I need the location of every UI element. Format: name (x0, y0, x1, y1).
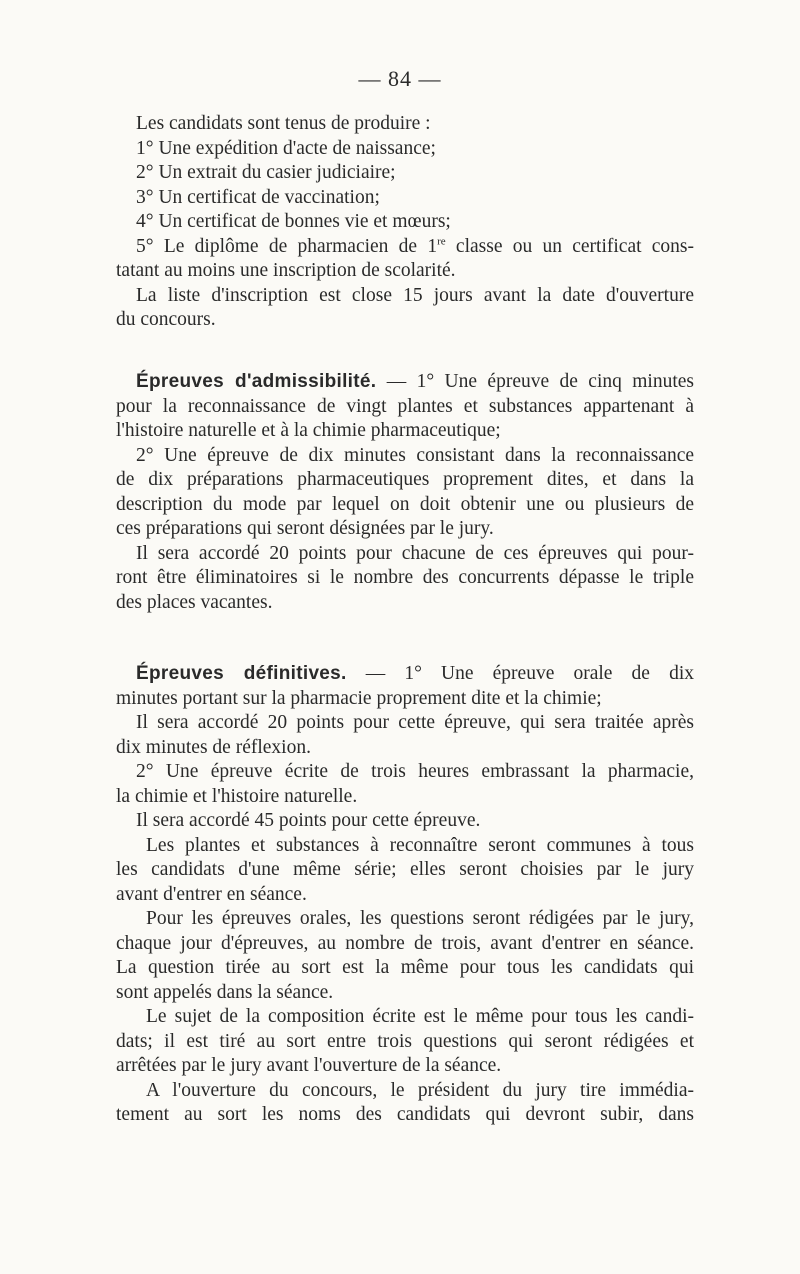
text-line: Il sera accordé 20 points pour chacune de ces épreuves qui pour- (136, 542, 694, 564)
item-text: Un certificat de bonnes vie et mœurs; (158, 211, 451, 232)
item-text-end: classe ou un certificat cons- (445, 235, 695, 257)
text-line: minutes portant sur la pharmacie proprement dite et la chimie; (116, 687, 602, 709)
text-line: Il sera accordé 45 points pour cette épreuve. (136, 810, 481, 831)
section-heading: Épreuves définitives. (136, 663, 347, 684)
item-text: Une expédition d'acte de naissance; (158, 137, 436, 159)
text-line: pour la reconnaissance de vingt plantes et substances appartenant à (116, 395, 694, 417)
text-line: l'histoire naturelle et à la chimie pharmaceutique; (116, 420, 501, 441)
text-line: des places vacantes. (116, 591, 273, 613)
item-text (164, 236, 694, 257)
superscript: re (437, 235, 446, 247)
text-line: Les candidats sont tenus de produire : (136, 113, 431, 134)
list-item (116, 186, 694, 211)
item-text: Un extrait du casier judiciaire; (158, 162, 396, 183)
item-number: 4° (136, 211, 154, 232)
text-line: de dix préparations pharmaceutiques proprement dites, et dans la (116, 469, 694, 490)
text-line: dix minutes de réflexion. (116, 736, 311, 758)
text-line: dats; il est tiré au sort entre trois questions qui seront rédigées et (116, 1030, 694, 1052)
list-item (116, 137, 694, 162)
text-line: A l'ouverture du concours, le président du jury tire immédia- (146, 1079, 694, 1101)
item-text-start: Le diplôme de pharmacien de (163, 235, 428, 257)
text-line: la chimie et l'histoire naturelle. (116, 785, 358, 807)
item-number: 5° (136, 235, 154, 257)
text-line: 2° Une épreuve de dix minutes consistant dans la reconnaissance (136, 444, 694, 466)
list-item (116, 210, 694, 235)
text-line: arrêtées par le jury avant l'ouverture de la séance. (116, 1055, 502, 1076)
text-line: avant d'entrer en séance. (116, 883, 307, 905)
text-line: tement au sort les noms des candidats qui devront subir, dans (116, 1104, 694, 1125)
admissibility-section (116, 370, 694, 615)
text-line: 2° Une épreuve écrite de trois heures embrassant la pharmacie, (136, 761, 694, 782)
text-line (116, 370, 694, 395)
item-number: 2° (136, 162, 154, 183)
list-item (116, 235, 694, 260)
heading-continuation: — 1° Une épreuve de cinq minutes (376, 371, 695, 392)
text-line: ront être éliminatoires si le nombre des concurrents dépasse le triple (116, 567, 694, 588)
heading-continuation: — 1° Une épreuve orale de dix (346, 663, 694, 684)
item-text: Un certificat de vaccination; (158, 186, 380, 208)
text-line: sont appelés dans la séance. (116, 981, 334, 1003)
text-line: Il sera accordé 20 points pour cette épreuve, qui sera traitée après (136, 712, 694, 733)
text-line (116, 662, 694, 687)
text-line: La liste d'inscription est close 15 jours avant la date d'ouverture (136, 284, 694, 306)
list-item (116, 161, 694, 186)
text-line: description du mode par lequel on doit obtenir une ou plusieurs de (116, 493, 694, 515)
text-line: ces préparations qui seront désignées par le jury. (116, 518, 494, 539)
text-line: du concours. (116, 309, 216, 330)
class-number: 1 (427, 235, 438, 257)
text-line: La question tirée au sort est la même pour tous les candidats qui (116, 957, 694, 978)
text-line: tatant au moins une inscription de scolarité. (116, 260, 456, 281)
text-line: chaque jour d'épreuves, au nombre de trois, avant d'entrer en séance. (116, 932, 694, 954)
item-number: 1° (136, 137, 154, 159)
item-number: 3° (136, 186, 154, 208)
text-line: Le sujet de la composition écrite est le même pour tous les candi- (146, 1006, 694, 1027)
text-line: Les plantes et substances à reconnaître seront communes à tous (146, 834, 694, 856)
text-line: Pour les épreuves orales, les questions seront rédigées par le jury, (146, 908, 694, 929)
text-line: les candidats d'une même série; elles seront choisies par le jury (116, 859, 694, 880)
definitive-section (116, 662, 694, 1128)
requirements-section (116, 112, 694, 333)
page-number: — 84 — (358, 66, 442, 91)
section-heading: Épreuves d'admissibilité. (136, 371, 377, 392)
